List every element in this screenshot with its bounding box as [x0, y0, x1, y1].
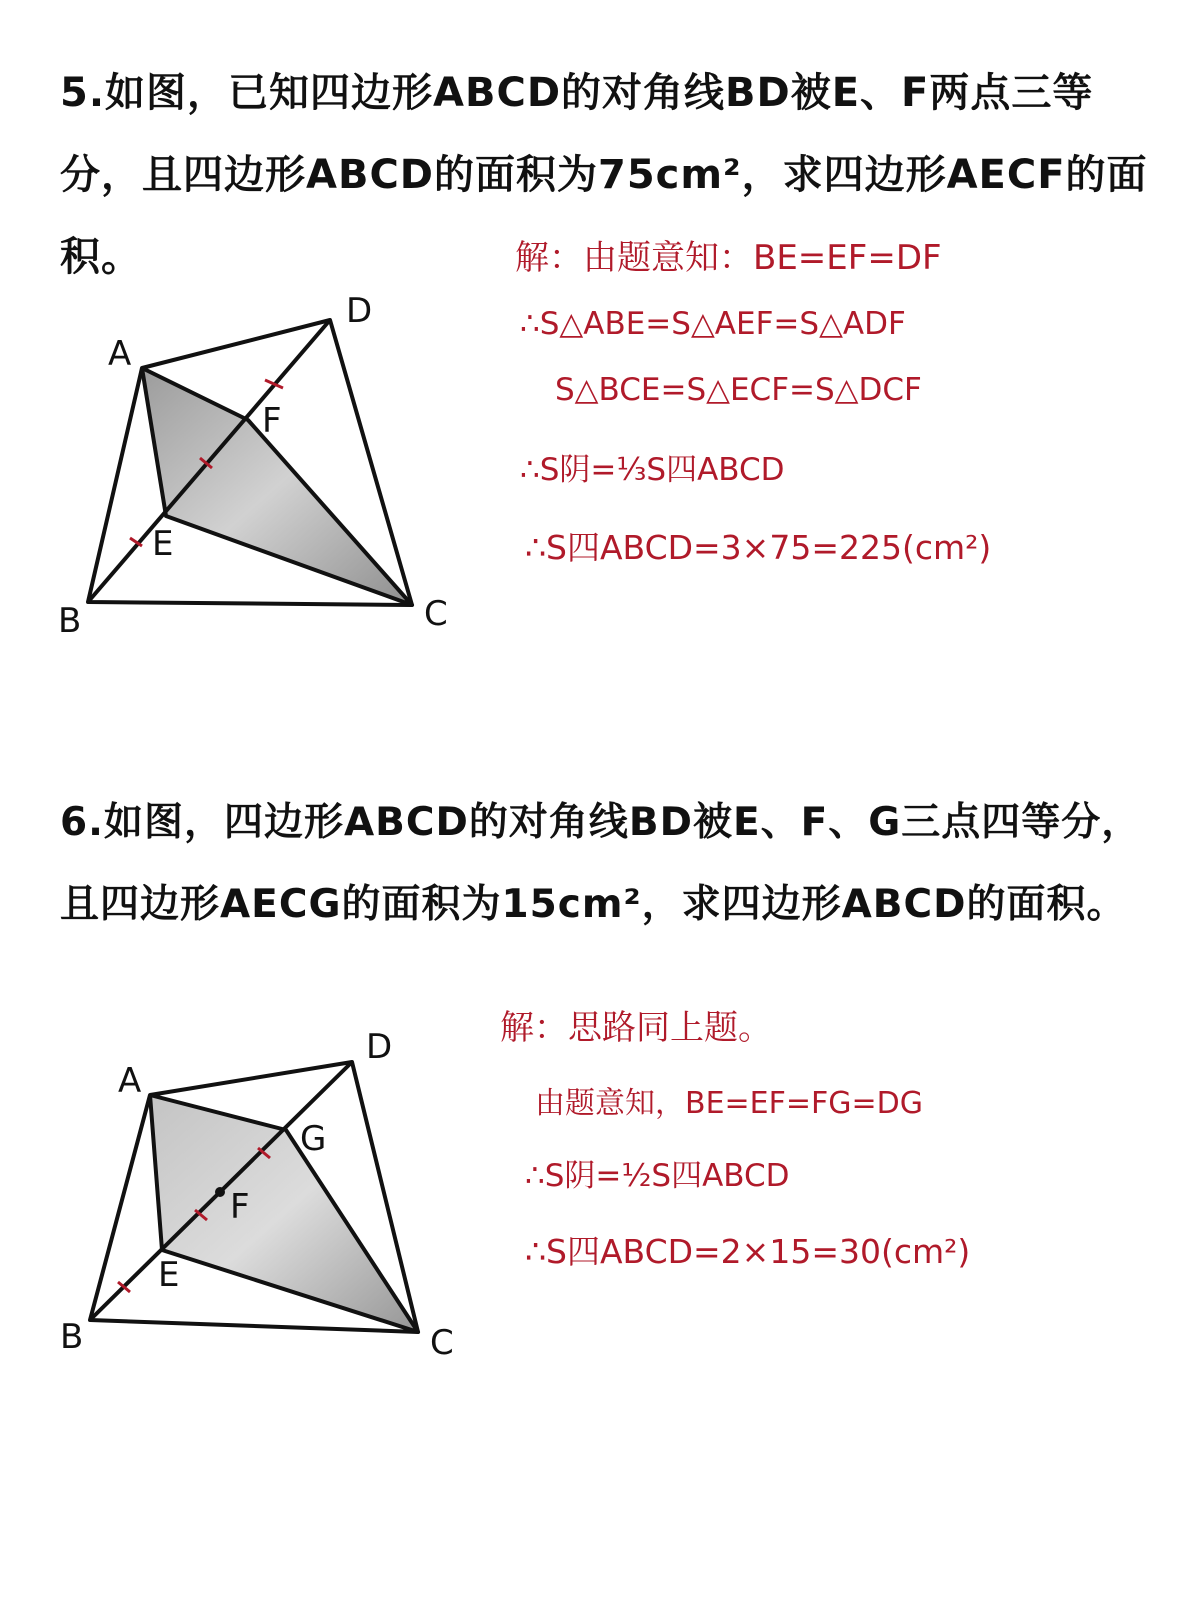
label-e: E	[152, 524, 174, 564]
solution-line: ∴S四ABCD=2×15=30(cm²)	[525, 1232, 971, 1271]
point-f-dot	[215, 1187, 225, 1197]
problem-5-statement: 5.如图，已知四边形ABCD的对角线BD被E、F两点三等分，且四边形ABCD的面积为75cm²，求四边形AECF的面积。	[60, 70, 1148, 280]
label-d: D	[366, 1027, 393, 1067]
solution-line: S△BCE=S△ECF=S△DCF	[555, 372, 922, 408]
label-d: D	[346, 291, 373, 331]
solution-line: ∴S四ABCD=3×75=225(cm²)	[525, 528, 992, 567]
solution-line: 由题意知，BE=EF=FG=DG	[535, 1086, 924, 1121]
problem-6-statement: 6.如图，四边形ABCD的对角线BD被E、F、G三点四等分，且四边形AECG的面积为15cm²，求四边形ABCD的面积。	[60, 800, 1142, 927]
problem-5-diagram	[40, 280, 480, 640]
label-b: B	[58, 601, 82, 640]
solution-line: ∴S阴=⅓S四ABCD	[520, 452, 785, 488]
label-e: E	[158, 1255, 180, 1295]
label-b: B	[60, 1317, 84, 1357]
label-f: F	[262, 401, 282, 441]
label-c: C	[430, 1323, 454, 1363]
label-g: G	[300, 1119, 327, 1159]
label-a: A	[118, 1061, 142, 1101]
label-c: C	[424, 594, 448, 634]
solution-line: ∴S△ABE=S△AEF=S△ADF	[520, 306, 906, 342]
label-f: F	[230, 1187, 250, 1227]
solution-line: 解：思路同上题。	[500, 1008, 772, 1048]
problem-6-diagram	[40, 1010, 480, 1370]
solution-line: 解：由题意知：BE=EF=DF	[515, 238, 942, 278]
label-a: A	[108, 334, 132, 374]
solution-line: ∴S阴=½S四ABCD	[525, 1158, 790, 1194]
